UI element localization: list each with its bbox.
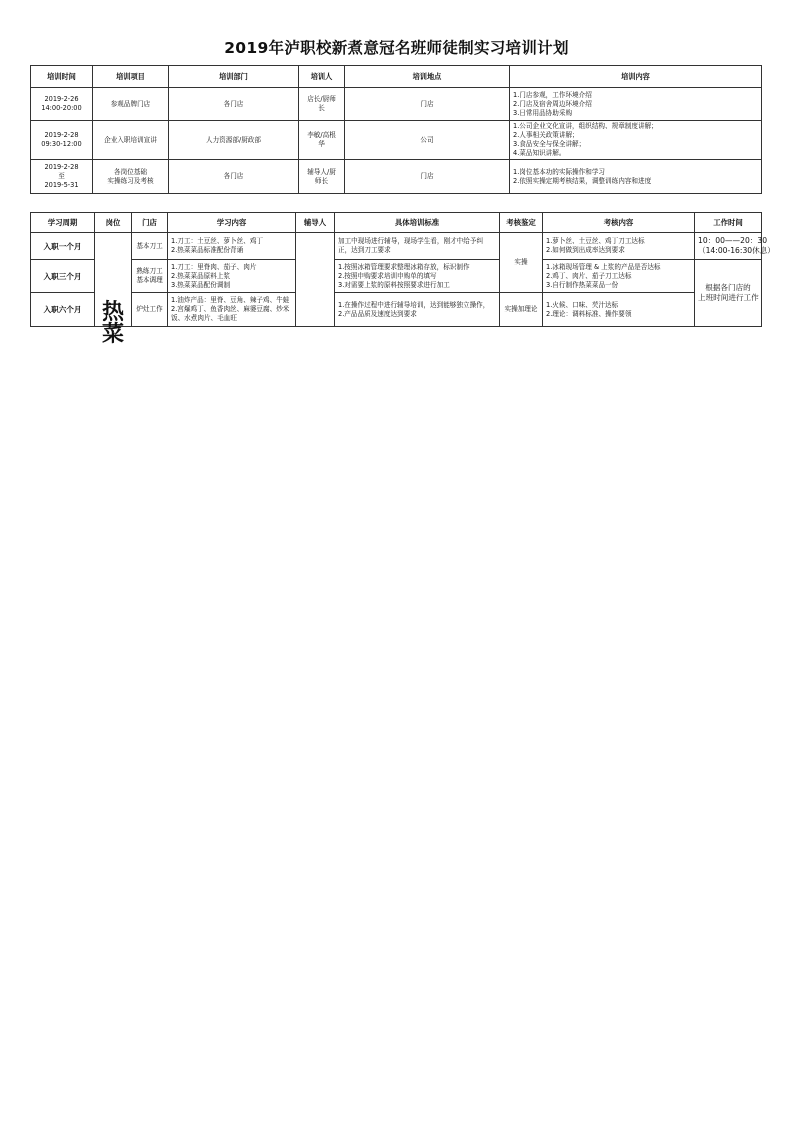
assessment-cell: 实操 [500,233,543,293]
trainer-cell: 店长/厨师 长 [299,88,345,121]
header-cell: 培训内容 [510,66,762,88]
table-row [31,160,762,194]
table-row [31,293,762,327]
training-content-cell: 1.岗位基本功的实际操作和学习 2.依照实操定期考核结果，调整训练内容和进度 [510,160,762,194]
study-content-cell: 1.油炸产品：里脊、豆角、辣子鸡、牛蛙 2.宫爆鸡丁、鱼香肉丝、麻婆豆腐、炒米 饭、水煮肉片、毛血旺 [168,293,296,327]
training-project-cell: 参观品牌门店 [93,88,169,121]
study-content-cell: 1.刀工：里脊肉、茄子、肉片 2.热菜菜品原料上浆 3.热菜菜品配份调制 [168,260,296,293]
post-cell [95,233,132,347]
training-department-cell: 各门店 [169,88,299,121]
study-content-cell: 1.刀工：土豆丝、萝卜丝、鸡丁 2.热菜菜品标准配份背诵 [168,233,296,260]
training-plan-table [30,65,762,194]
training-content-cell: 1.公司企业文化宣讲，组织结构、规章制度讲解； 2.人事相关政策讲解； 3.食品安全与保全讲解； 4.菜品知识讲解。 [510,121,762,160]
study-schedule-table [30,212,775,347]
table-row [31,233,762,260]
training-standard-cell: 加工中现场进行辅导，现场学生看，刚才中给予纠 正，达到刀工要求 [335,233,500,260]
header-cell: 培训部门 [169,66,299,88]
training-project-cell: 企业入职培训宣讲 [93,121,169,160]
plan-header-row [31,66,762,88]
header-cell: 具体培训标准 [335,213,500,233]
study-period-cell: 入职一个月 [31,233,95,260]
post-label: 热菜 [101,300,124,347]
store-cell: 炉灶工作 [132,293,168,327]
trainer-cell: 李敏/高根 华 [299,121,345,160]
header-cell: 学习内容 [168,213,296,233]
table-row [31,121,762,160]
study-period-cell: 入职六个月 [31,293,95,327]
training-project-cell: 各岗位基础 实操练习及考核 [93,160,169,194]
table-row [31,88,762,121]
training-location-cell: 门店 [345,160,510,194]
training-location-cell: 门店 [345,88,510,121]
training-standard-cell: 1.按照冰箱管理要求整理冰箱存放，标识制作 2.按照申购要求培训申购单的填写 3.对需要上浆的原料按照要求进行加工 [335,260,500,293]
work-hours-cell: 10：00——20：30 （14:00-16:30休息） [695,233,762,260]
header-cell: 工作时间 [695,213,762,233]
header-cell: 培训时间 [31,66,93,88]
assessment-content-cell: 1.火候、口味、芡汁达标 2.理论：调料标准、操作要领 [543,293,695,327]
training-standard-cell: 1.在操作过程中进行辅导培训，达到能够独立操作， 2.产品品质及速度达到要求 [335,293,500,327]
store-cell: 熟练刀工 基本调理 [132,260,168,293]
study-header-row [31,213,762,233]
training-content-cell: 1.门店参观，工作环境介绍 2.门店及宿舍周边环境介绍 3.日常用品协助采购 [510,88,762,121]
assessment-content-cell: 1.冰箱现场管理 & 上浆的产品是否达标 2.鸡丁、肉片、茄子刀工达标 3.自行制作热菜菜品一份 [543,260,695,293]
training-location-cell: 公司 [345,121,510,160]
training-time-cell: 2019-2-28 09:30-12:00 [31,121,93,160]
header-cell: 培训项目 [93,66,169,88]
header-cell: 辅导人 [296,213,335,233]
header-cell: 培训人 [299,66,345,88]
study-period-cell: 入职三个月 [31,260,95,293]
training-time-cell: 2019-2-28 至 2019-5-31 [31,160,93,194]
trainer-cell: 辅导人/厨 师长 [299,160,345,194]
header-cell: 培训地点 [345,66,510,88]
header-cell: 岗位 [95,213,132,233]
work-schedule-note-cell: 根据各门店的 上班时间进行工作 [695,260,762,327]
tutor-cell [296,233,335,327]
assessment-content-cell: 1.萝卜丝、土豆丝、鸡丁刀工达标 2.如何做到出成率达到要求 [543,233,695,260]
header-cell: 考核内容 [543,213,695,233]
table-row [31,260,762,293]
header-cell: 门店 [132,213,168,233]
page-title: 2019年泸职校新煮意冠名班师徒制实习培训计划 [224,39,569,57]
header-cell: 考核鉴定 [500,213,543,233]
training-time-cell: 2019-2-26 14:00-20:00 [31,88,93,121]
training-department-cell: 各门店 [169,160,299,194]
training-department-cell: 人力资源部/厨政部 [169,121,299,160]
store-cell: 基本刀工 [132,233,168,260]
header-cell: 学习周期 [31,213,95,233]
assessment-cell: 实操加理论 [500,293,543,327]
